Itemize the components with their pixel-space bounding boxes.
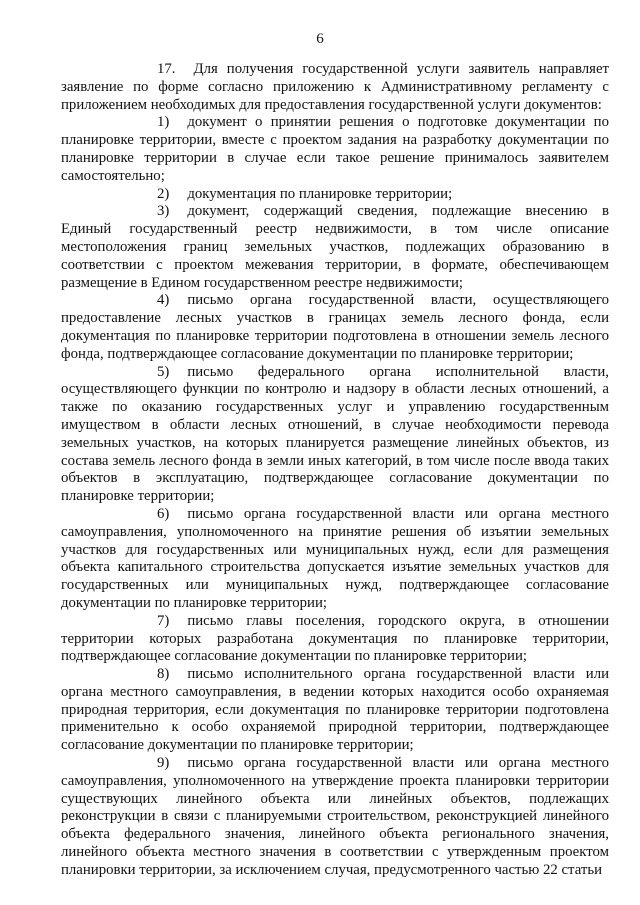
list-item-text: документ, содержащий сведения, подлежащие внесению в Единый государственный реестр недвижимости, в том числе описание местоположения границ земельных участков, подлежащих образованию в соответствии с проектом межевания территории, в формате, обеспечивающем размещение в Едином государственном реестре недвижимости;	[61, 203, 609, 291]
list-item-number: 6)	[157, 505, 170, 522]
list-item-9	[61, 755, 609, 880]
list-item-text: письмо органа государственной власти или органа местного самоуправления, уполномоченного на принятие решения об изъятии земельных участков для государственных или муниципальных нужд, если для размещения объекта капитального строительства допускается изъятие земельных участков для государственных или муниципальных нужд, подтверждающее согласование документации по планировке территории;	[61, 505, 609, 611]
list-item-text: письмо органа государственной власти, осуществляющего предоставление лесных участков в границах земель лесного фонда, если документация по планировке территории подготовлена в отношении земель лесного фонда, подтверждающее согласование документации по планировке территории;	[61, 292, 609, 362]
list-item-number: 9)	[157, 755, 170, 772]
list-item-3	[61, 203, 609, 292]
list-item-7	[61, 613, 609, 666]
list-item-text: письмо исполнительного органа государственной власти или органа местного самоуправления, в ведении которых находится особо охраняемая природная территория, если документация по планировке территории подготовлена применительно к особо охраняемой природной территории, подтверждающее согласование документации по планировке территории;	[61, 666, 609, 754]
list-item-number: 2)	[157, 185, 170, 202]
list-item-text: письмо главы поселения, городского округа, в отношении территории которых разработана документация по планировке территории, подтверждающее согласование документации по планировке территории;	[61, 612, 609, 665]
list-item-4	[61, 292, 609, 363]
list-item-number: 3)	[157, 203, 170, 220]
paragraph-text: Для получения государственной услуги заявитель направляет заявление по форме согласно приложению к Административному регламенту с приложением необходимых для предоставления государственной услуги документов:	[61, 61, 609, 113]
list-item-1	[61, 114, 609, 185]
list-item-text: письмо федерального органа исполнительной власти, осуществляющего функции по контролю и надзору в области лесных отношений, а также по оказанию государственных услуг и управлению государственным имуществом в области лесных отношений, в случае необходимости перевода земельных участков, на которых планируется размещение линейных объектов, из состава земель лесного фонда в земли иных категорий, в том числе после ввода таких объектов в эксплуатацию, подтверждающее согласование документации по планировке территории;	[61, 363, 609, 505]
list-item-8	[61, 666, 609, 755]
list-item-text: документ о принятии решения о подготовке документации по планировке территории, вместе с проектом задания на разработку документации по планировке территории в случае если такое решение принималось заявителем самостоятельно;	[61, 114, 609, 184]
list-item-number: 5)	[157, 363, 170, 380]
list-item-number: 8)	[157, 666, 170, 683]
list-item-number: 1)	[157, 114, 170, 131]
list-item-number: 4)	[157, 292, 170, 309]
list-item-6	[61, 506, 609, 613]
paragraph-number: 17.	[157, 61, 176, 77]
page-number: 6	[316, 31, 324, 47]
list-item-number: 7)	[157, 612, 170, 629]
list-item-text: письмо органа государственной власти или органа местного самоуправления, уполномоченного на утверждение проекта планировки территории существующих линейного объекта или линейных объектов, подлежащих реконструкции в связи с планируемыми строительством, реконструкцией линейного объекта федерального значения, линейного объекта регионального значения, линейного объекта местного значения в соответствии с утвержденным проектом планировки территории, за исключением случая, предусмотренного частью 22 статьи	[61, 755, 609, 878]
list-item-5	[61, 364, 609, 506]
document-body	[61, 61, 609, 880]
list-item-text: документация по планировке территории;	[187, 185, 453, 202]
list-item-2	[61, 186, 609, 204]
paragraph-17	[61, 61, 609, 114]
